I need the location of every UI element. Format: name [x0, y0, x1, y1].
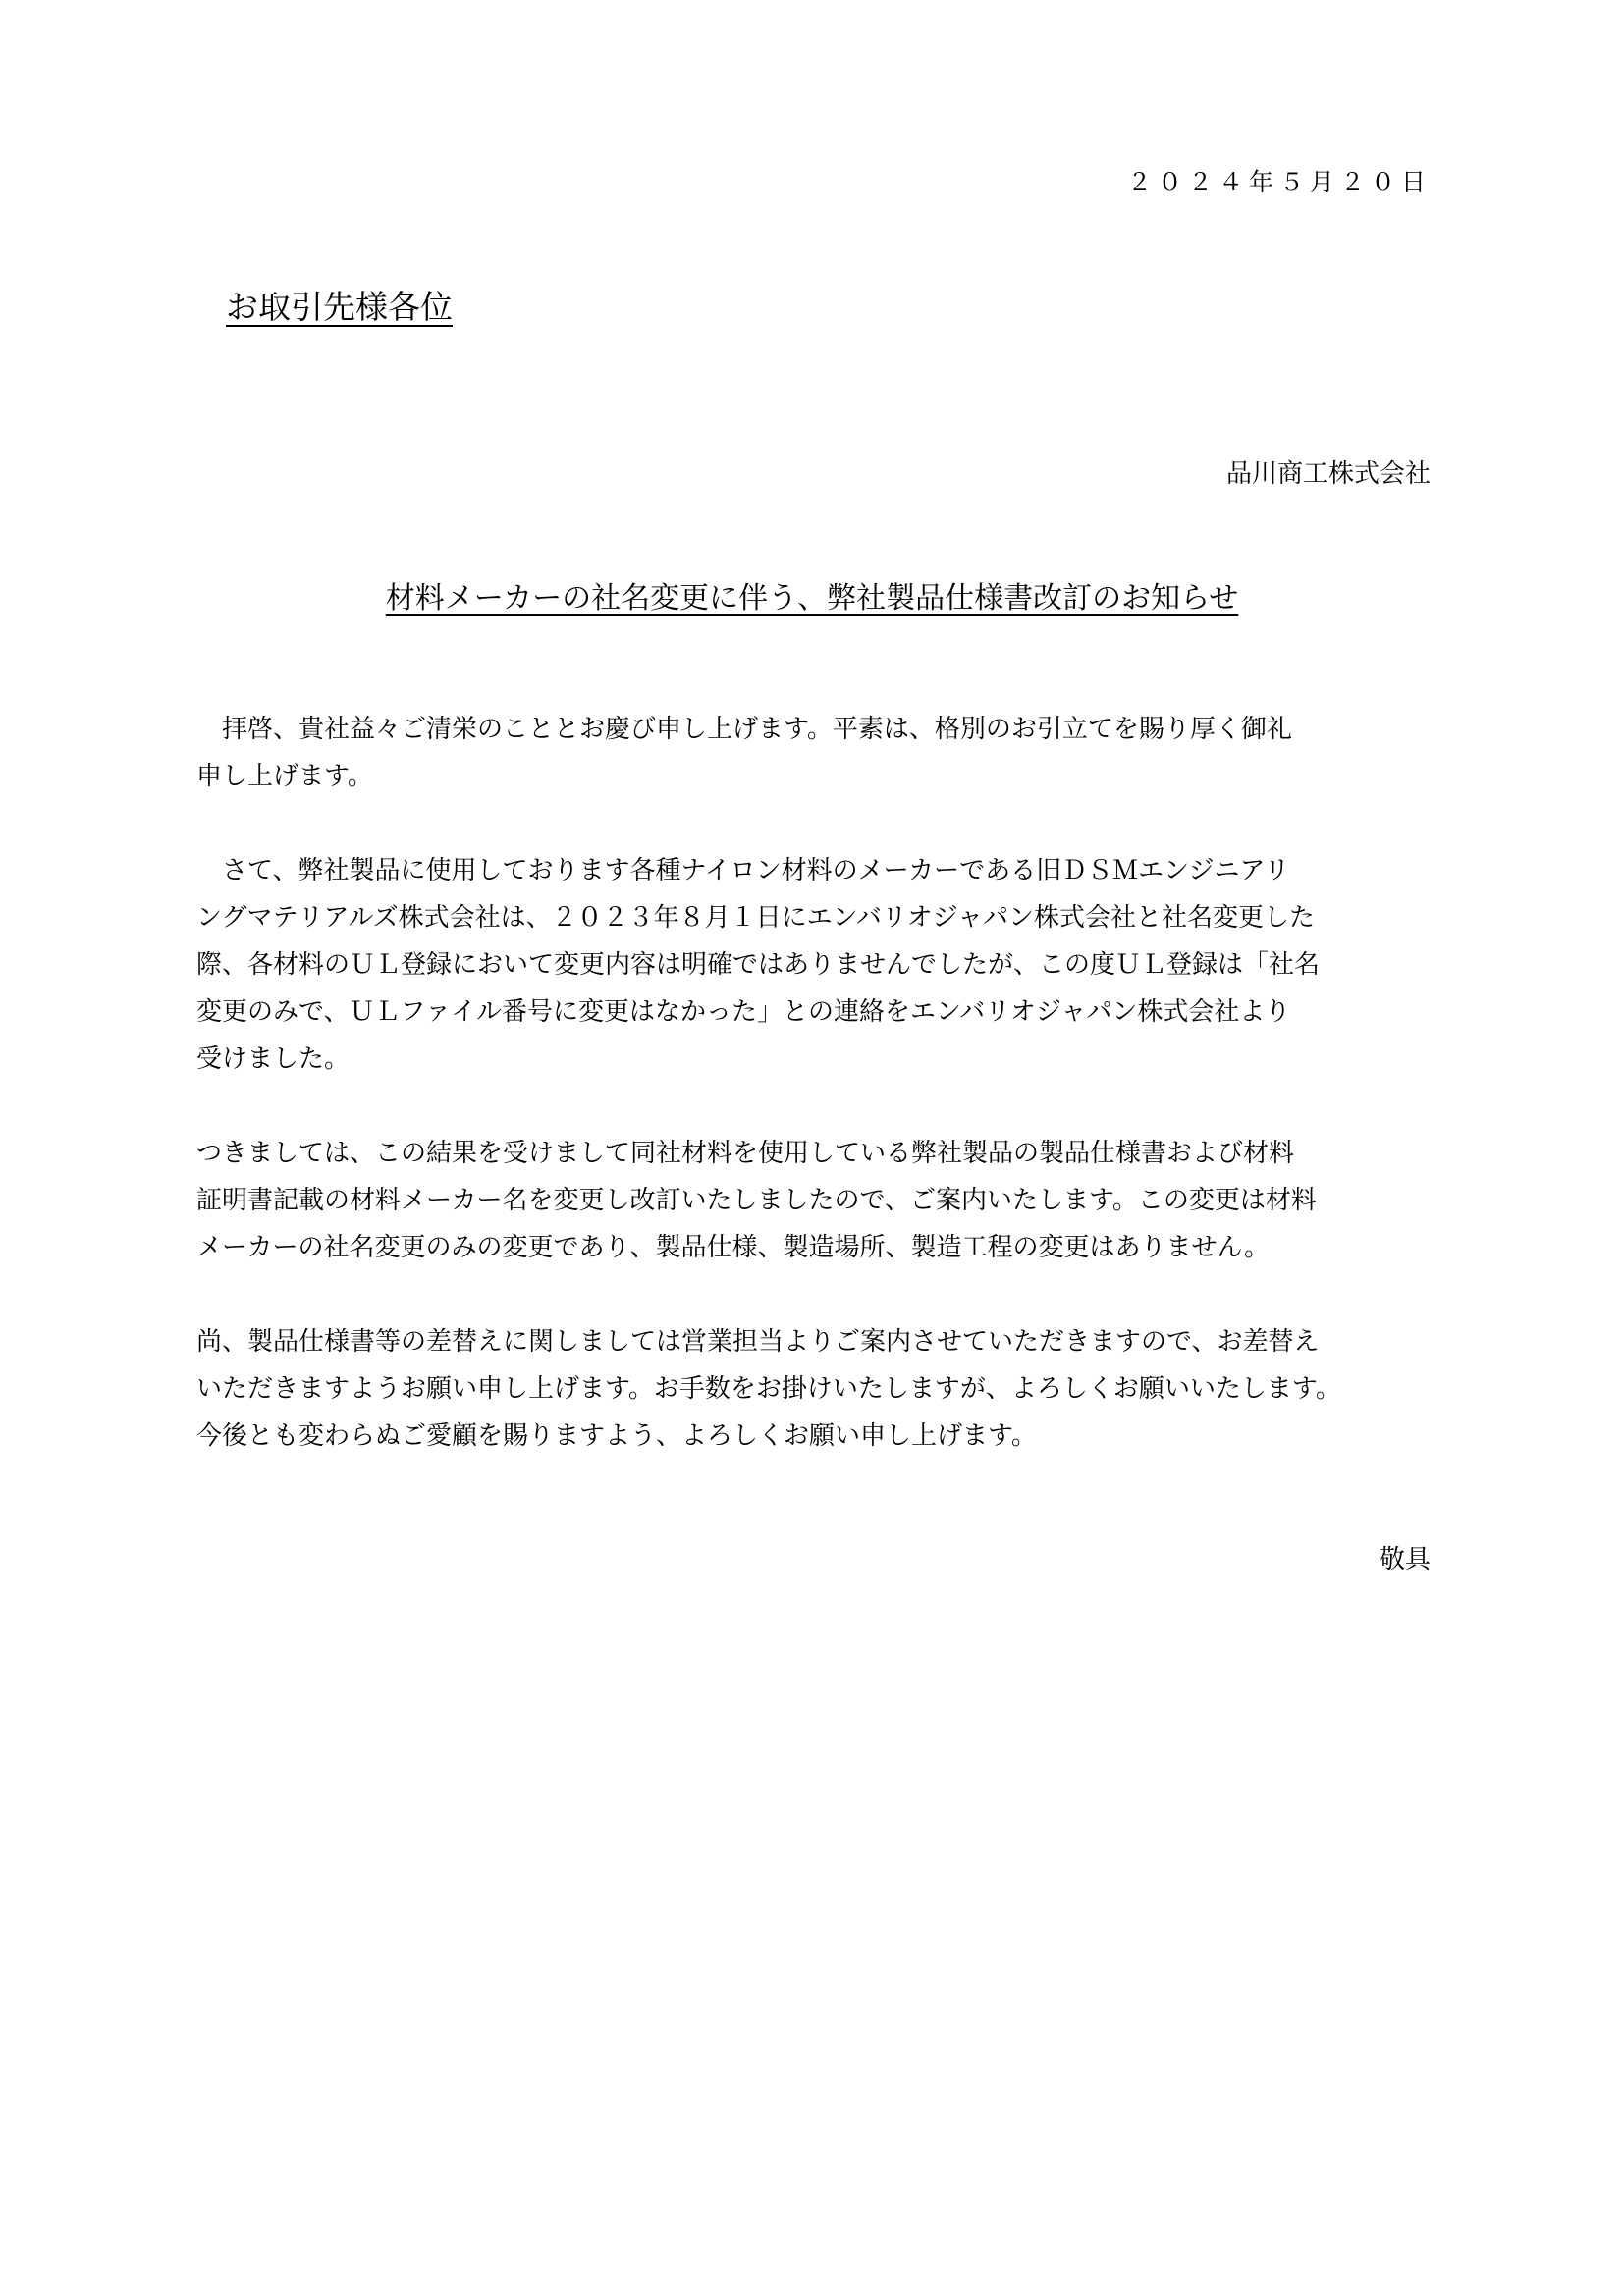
- body-line: さて、弊社製品に使用しております各種ナイロン材料のメーカーである旧ＤＳＭエンジニアリ: [196, 856, 1290, 885]
- body-line: 尚、製品仕様書等の差替えに関しましては営業担当よりご案内させていただきますので、お差替え: [196, 1327, 1320, 1357]
- body-line: 変更のみで、ＵＬファイル番号に変更はなかった」との連絡をエンバリオジャパン株式会社より: [196, 997, 1291, 1027]
- body-line: つきましては、この結果を受けまして同社材料を使用している弊社製品の製品仕様書および材料: [196, 1139, 1295, 1168]
- body-line: 際、各材料のＵＬ登録において変更内容は明確ではありませんでしたが、この度ＵＬ登録は「社名: [196, 950, 1321, 980]
- notice-title: 材料メーカーの社名変更に伴う、弊社製品仕様書改訂のお知らせ: [385, 581, 1239, 615]
- body-line: 今後とも変わらぬご愛顧を賜りますよう、よろしくお願い申し上げます。: [196, 1421, 1037, 1451]
- body-line: メーカーの社名変更のみの変更であり、製品仕様、製造場所、製造工程の変更はありません。: [196, 1233, 1271, 1262]
- sender-company: 品川商工株式会社: [1225, 459, 1431, 489]
- body-line: ングマテリアルズ株式会社は、２０２３年８月１日にエンバリオジャパン株式会社と社名変更した: [196, 903, 1316, 933]
- letter-date: ２０２４年５月２０日: [1126, 168, 1432, 196]
- recipient-line: お取引先様各位: [226, 288, 453, 326]
- body-line: 受けました。: [196, 1044, 351, 1074]
- body-line: 証明書記載の材料メーカー名を変更し改訂いたしましたので、ご案内いたします。この変更は材料: [196, 1186, 1317, 1215]
- body-line: 拝啓、貴社益々ご清栄のこととお慶び申し上げます。平素は、格別のお引立てを賜り厚く御礼: [196, 715, 1292, 744]
- closing-phrase: 敬具: [1379, 1545, 1431, 1575]
- body-line: 申し上げます。: [196, 762, 373, 791]
- body-line: いただきますようお願い申し上げます。お手数をお掛けいたしますが、よろしくお願いいたします。: [196, 1374, 1341, 1404]
